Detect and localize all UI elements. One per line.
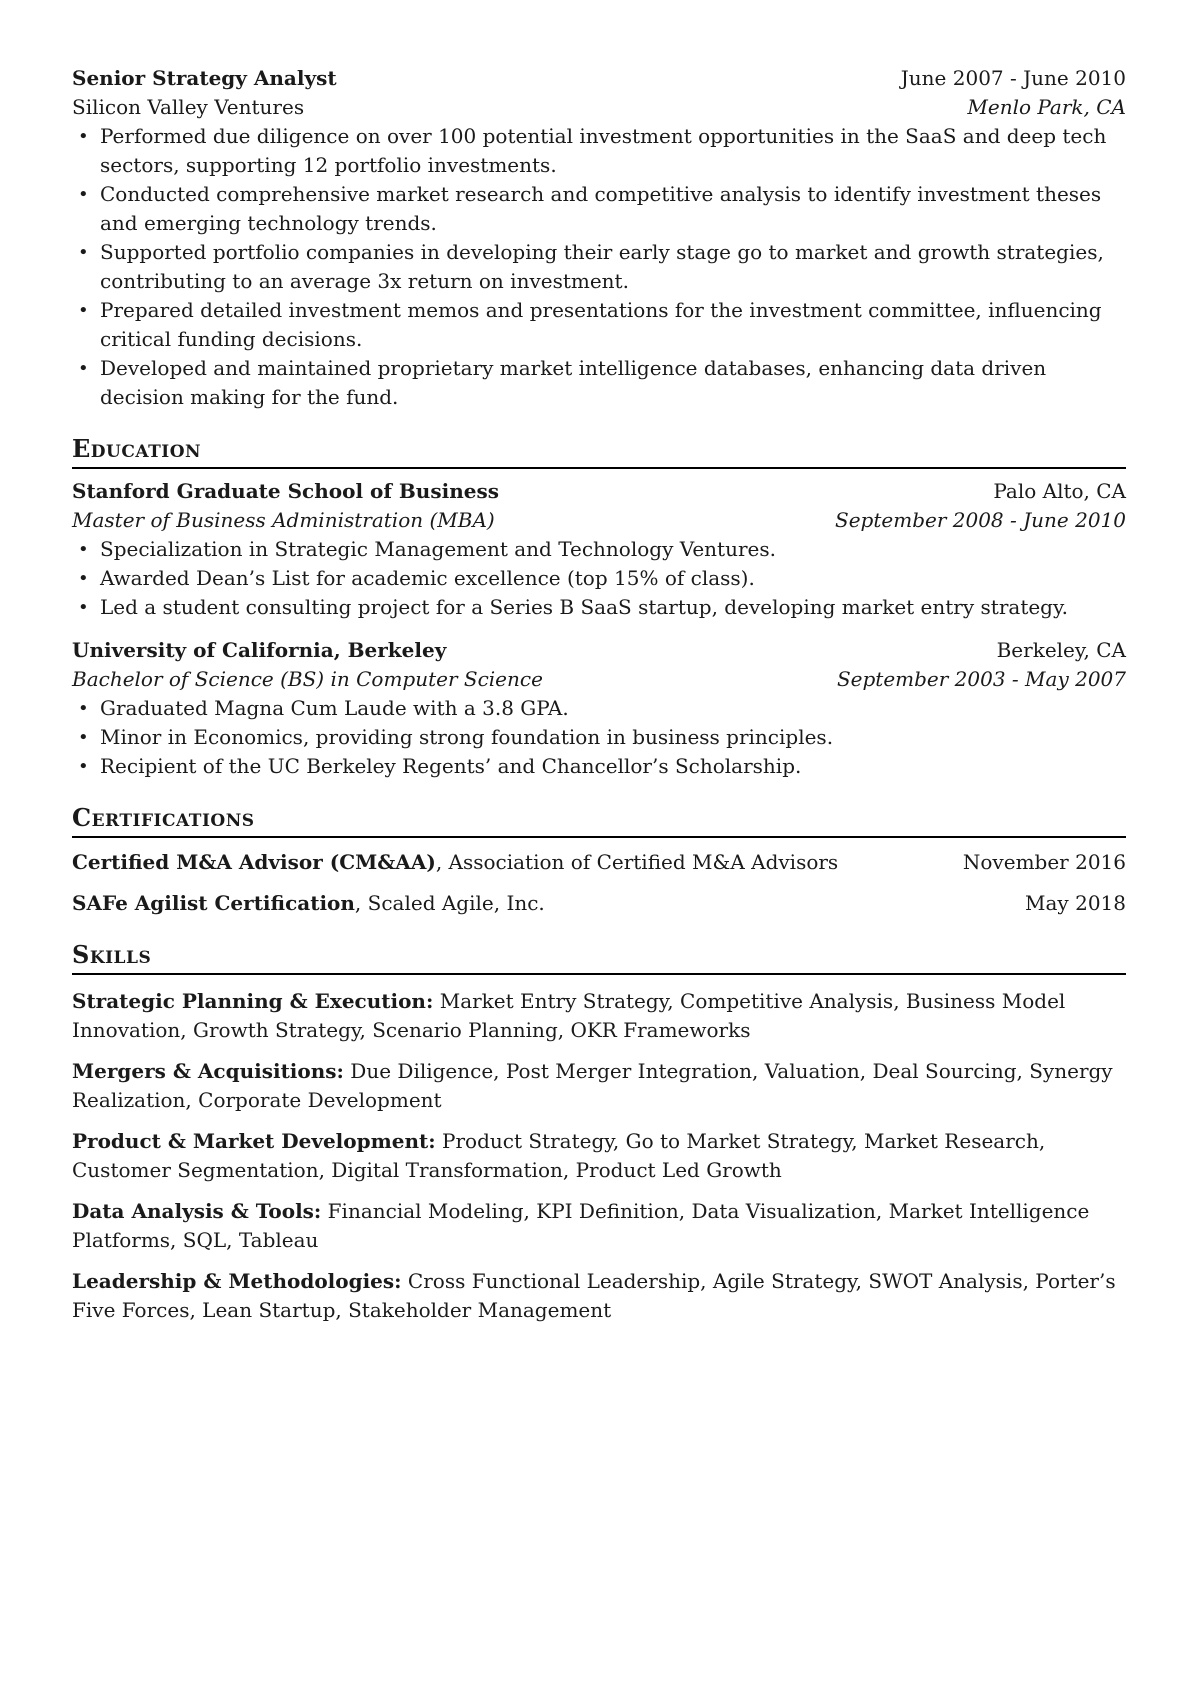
certification-issuer: , Scaled Agile, Inc. <box>354 891 545 915</box>
skill-text: Financial Modeling, KPI Definition, Data Visualization, Market Intelligence Platforms, SQL, Tableau <box>72 1199 1090 1252</box>
certification-date: November 2016 <box>962 850 1126 874</box>
list-item: • Supported portfolio companies in developing their early stage go to market and growth strategies, contributing to an average 3x return on investment. <box>72 238 1126 296</box>
skill-paragraph <box>72 1197 1126 1255</box>
job-location: Menlo Park, CA <box>967 95 1126 119</box>
section-heading-skills: Skills <box>72 940 1126 975</box>
skill-label: Strategic Planning & Execution: <box>72 989 434 1013</box>
degree-name: Bachelor of Science (BS) in Computer Science <box>72 667 543 691</box>
certification-name: Certified M&A Advisor (CM&AA) <box>72 850 436 874</box>
education-bullets <box>72 535 1126 622</box>
section-heading-education: Education <box>72 434 1126 469</box>
education-header-row <box>72 477 1126 506</box>
certifications-section <box>72 803 1126 918</box>
education-degree-row <box>72 665 1126 694</box>
skills-section <box>72 940 1126 1325</box>
experience-bullets <box>72 122 1126 412</box>
list-item: • Awarded Dean’s List for academic excellence (top 15% of class). <box>72 564 1126 593</box>
company-name: Silicon Valley Ventures <box>72 95 305 119</box>
education-degree-row <box>72 506 1126 535</box>
education-entry <box>72 636 1126 781</box>
degree-dates: September 2003 - May 2007 <box>836 667 1126 691</box>
section-heading-certifications: Certifications <box>72 803 1126 838</box>
job-dates: June 2007 - June 2010 <box>900 66 1126 90</box>
list-item: • Prepared detailed investment memos and presentations for the investment committee, influencing critical funding decisions. <box>72 296 1126 354</box>
education-bullets <box>72 694 1126 781</box>
certification-text <box>72 889 545 918</box>
list-item: • Minor in Economics, providing strong foundation in business principles. <box>72 723 1126 752</box>
certification-text <box>72 848 838 877</box>
education-header-row <box>72 636 1126 665</box>
list-item: • Developed and maintained proprietary market intelligence databases, enhancing data driven decision making for the fund. <box>72 354 1126 412</box>
certification-row <box>72 848 1126 877</box>
skill-paragraph <box>72 1267 1126 1325</box>
degree-name: Master of Business Administration (MBA) <box>72 508 495 532</box>
experience-company-row <box>72 93 1126 122</box>
school-location: Berkeley, CA <box>996 638 1126 662</box>
school-location: Palo Alto, CA <box>993 479 1126 503</box>
education-section <box>72 434 1126 781</box>
list-item: • Performed due diligence on over 100 potential investment opportunities in the SaaS and deep tech sectors, supporting 12 portfolio investments. <box>72 122 1126 180</box>
skill-paragraph <box>72 1057 1126 1115</box>
skill-label: Mergers & Acquisitions: <box>72 1059 344 1083</box>
certification-issuer: , Association of Certified M&A Advisors <box>435 850 839 874</box>
skill-paragraph <box>72 1127 1126 1185</box>
skill-label: Leadership & Methodologies: <box>72 1269 402 1293</box>
skill-label: Product & Market Development: <box>72 1129 436 1153</box>
school-name: University of California, Berkeley <box>72 638 447 662</box>
certification-date: May 2018 <box>1025 891 1126 915</box>
degree-dates: September 2008 - June 2010 <box>835 508 1126 532</box>
list-item: • Led a student consulting project for a Series B SaaS startup, developing market entry strategy. <box>72 593 1126 622</box>
list-item: • Graduated Magna Cum Laude with a 3.8 GPA. <box>72 694 1126 723</box>
list-item: • Recipient of the UC Berkeley Regents’ and Chancellor’s Scholarship. <box>72 752 1126 781</box>
skill-label: Data Analysis & Tools: <box>72 1199 322 1223</box>
skill-text: Product Strategy, Go to Market Strategy, Market Research, Customer Segmentation, Digital Transformation, Product Led Growth <box>72 1129 1046 1182</box>
list-item: • Conducted comprehensive market research and competitive analysis to identify investment theses and emerging technology trends. <box>72 180 1126 238</box>
school-name: Stanford Graduate School of Business <box>72 479 499 503</box>
list-item: • Specialization in Strategic Management and Technology Ventures. <box>72 535 1126 564</box>
certification-row <box>72 889 1126 918</box>
job-title: Senior Strategy Analyst <box>72 66 337 90</box>
skill-text: Cross Functional Leadership, Agile Strategy, SWOT Analysis, Porter’s Five Forces, Lean Startup, Stakeholder Management <box>72 1269 1116 1322</box>
resume-content <box>72 64 1126 1325</box>
experience-header-row <box>72 64 1126 93</box>
skill-text: Due Diligence, Post Merger Integration, Valuation, Deal Sourcing, Synergy Realization, Corporate Development <box>72 1059 1113 1112</box>
experience-entry <box>72 64 1126 412</box>
certification-name: SAFe Agilist Certification <box>72 891 355 915</box>
education-entry <box>72 477 1126 622</box>
skill-paragraph <box>72 987 1126 1045</box>
skill-text: Market Entry Strategy, Competitive Analysis, Business Model Innovation, Growth Strategy, Scenario Planning, OKR Frameworks <box>72 989 1066 1042</box>
